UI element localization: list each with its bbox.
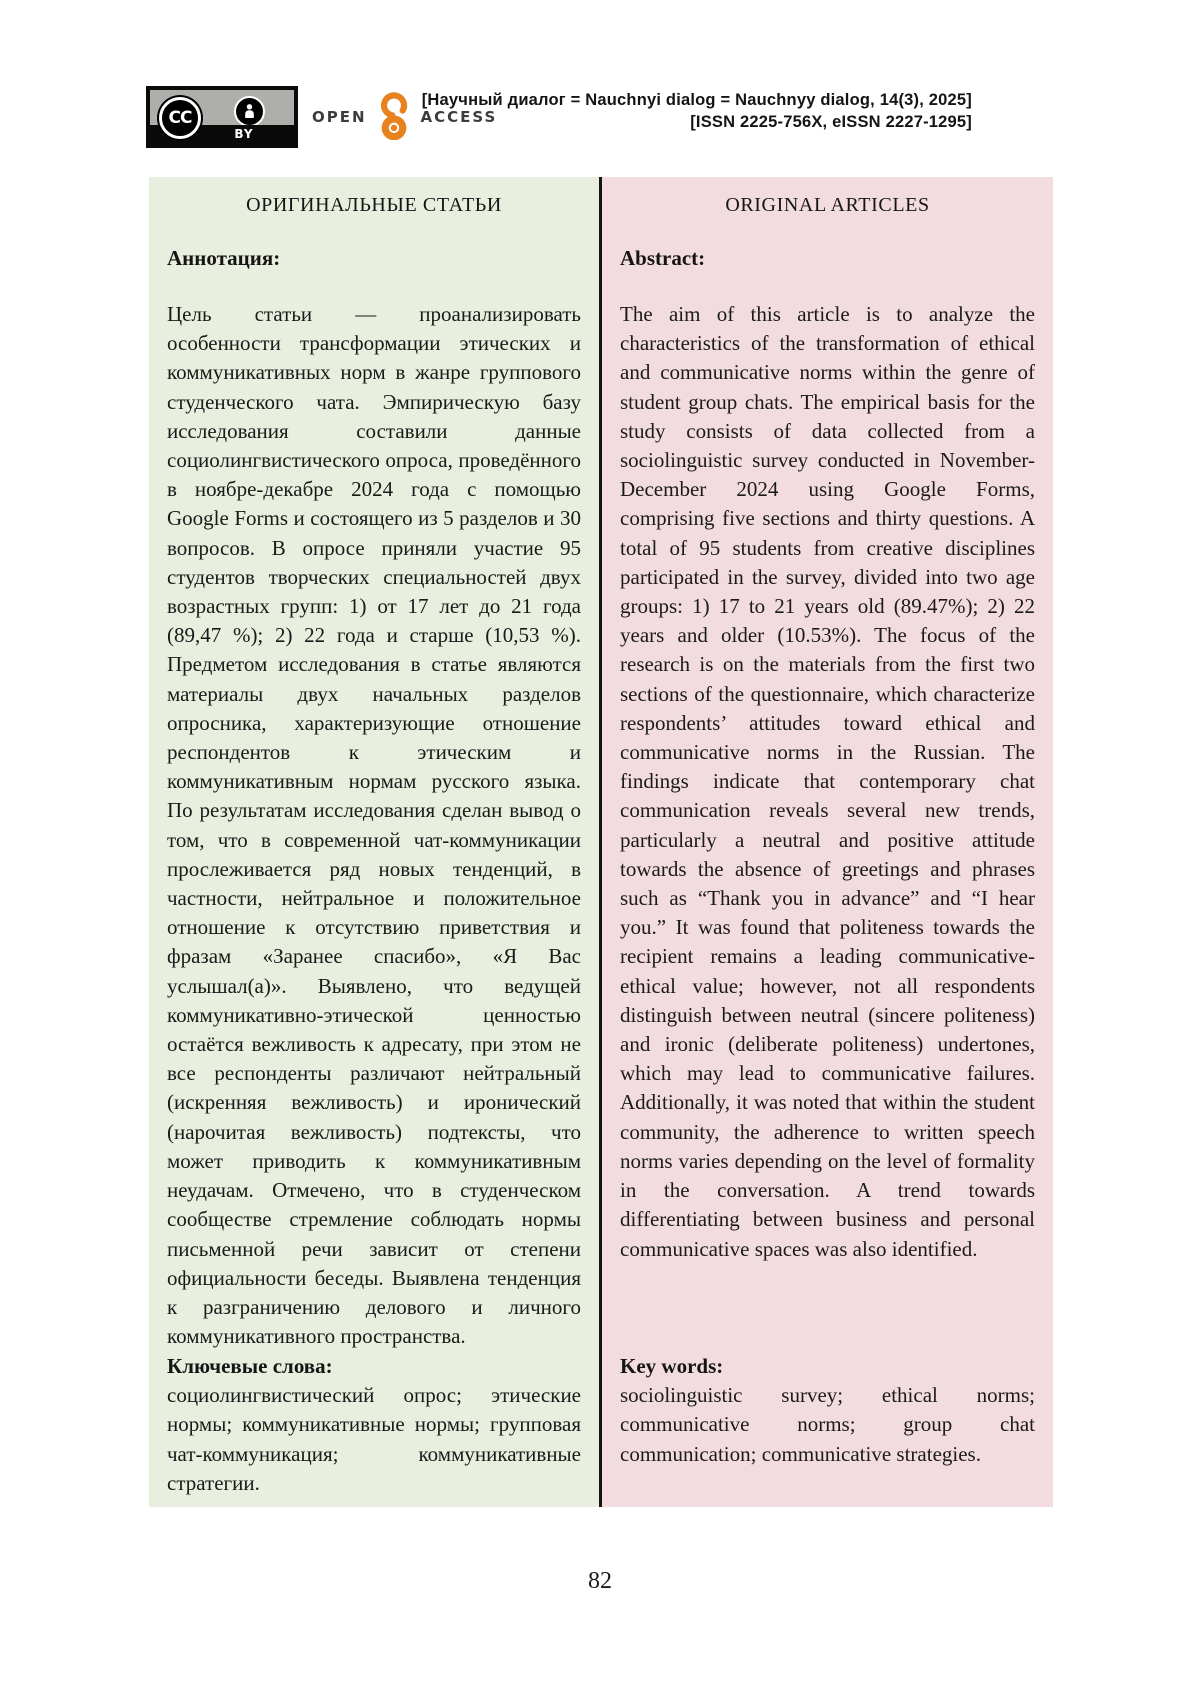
keywords-label-russian: Ключевые слова: [167, 1354, 333, 1378]
journal-citation-line2: [ISSN 2225-756X, eISSN 2227-1295] [690, 112, 972, 131]
page-number: 82 [588, 1568, 612, 1594]
section-title-english: ORIGINAL ARTICLES [725, 194, 930, 216]
cc-by-label: BY [234, 127, 254, 141]
cc-by-license-badge [146, 86, 298, 148]
section-title-russian: ОРИГИНАЛЬНЫЕ СТАТЬИ [246, 194, 502, 216]
journal-citation [422, 90, 972, 133]
open-access-open-label: OPEN [312, 108, 367, 126]
keywords-text-english: sociolinguistic survey; ethical norms; communicative norms; group chat communication; communicative strategies. [620, 1383, 1035, 1466]
abstract-text-russian: Цель статьи — проанализировать особенности трансформации этических и коммуникативных норм в жанре группового студенческого чата. Эмпирическую базу исследования составили данные социолингвистического опроса, проведённого в ноябре-декабре 2024 года с помощью Google Forms и состоящего из 5 разделов и 30 вопросов. В опросе приняли участие 95 студентов творческих специальностей двух возрастных групп: 1) от 17 лет до 21 года (89,47 %); 2) 22 года и старше (10,53 %). Предметом исследования в статье являются материалы двух начальных разделов опросника, характеризующие отношение респондентов к этическим и коммуникативным нормам русского языка. По результатам исследования сделан вывод о том, что в современной чат-коммуникации прослеживается ряд новых тенденций, в частности, нейтральное и положительное отношение к отсутствию приветствия и фразам «Заранее спасибо», «Я Вас услышал(а)». Выявлено, что ведущей коммуникативно-этической ценностью остаётся вежливость к адресату, при этом не все респонденты различают нейтральный (искренняя вежливость) и иронический (нарочитая вежливость) подтексты, что может приводить к коммуникативным неудачам. Отмечено, что в студенческом сообществе стремление соблюдать нормы письменной речи зависит от степени официальности беседы. Выявлена тенденция к разграничению делового и личного коммуникативного пространства. [167, 302, 581, 1349]
abstract-label-russian: Аннотация: [167, 246, 281, 270]
keywords-text-russian: социолингвистический опрос; этические нормы; коммуникативные нормы; групповая чат-коммуникация; коммуникативные стратегии. [167, 1383, 581, 1495]
cc-logo-icon [159, 97, 201, 139]
attribution-person-icon [234, 96, 265, 127]
english-abstract-panel [602, 177, 1053, 1507]
cc-letters: CC [168, 108, 192, 128]
open-lock-icon [374, 90, 414, 140]
abstract-text-english: The aim of this article is to analyze the characteristics of the transformation of ethical and communicative norms within the genre of student group chats. The empirical basis for the study consists of data collected from a sociolinguistic survey conducted in November-December 2024 using Google Forms, comprising five sections and thirty questions. A total of 95 students from creative disciplines participated in the survey, divided into two age groups: 1) 17 to 21 years old (89.47%); 2) 22 years and older (10.53%). The focus of the research is on the materials from the first two sections of the questionnaire, which characterize respondents’ attitudes toward ethical and communicative norms in the Russian. The findings indicate that contemporary chat communication reveals several new trends, particularly a neutral and positive attitude towards the absence of greetings and phrases such as “Thank you in advance” and “I hear you.” It was found that politeness towards the recipient remains a leading communicative-ethical value; however, not all respondents distinguish between neutral (sincere politeness) and ironic (deliberate politeness) undertones, which may lead to communicative failures. Additionally, it was noted that within the student community, the adherence to written speech norms varies depending on the level of formality in the conversation. A trend towards differentiating between business and personal communicative spaces was also identified. [620, 302, 1035, 1261]
keywords-label-english: Key words: [620, 1354, 724, 1378]
bilingual-abstract-block [149, 177, 1053, 1507]
russian-abstract-panel [149, 177, 599, 1507]
journal-citation-line1: [Научный диалог = Nauchnyi dialog = Nauchnyy dialog, 14(3), 2025] [421, 91, 972, 109]
open-access-access-label: ACCESS [420, 108, 498, 126]
abstract-label-english: Abstract: [620, 246, 706, 270]
